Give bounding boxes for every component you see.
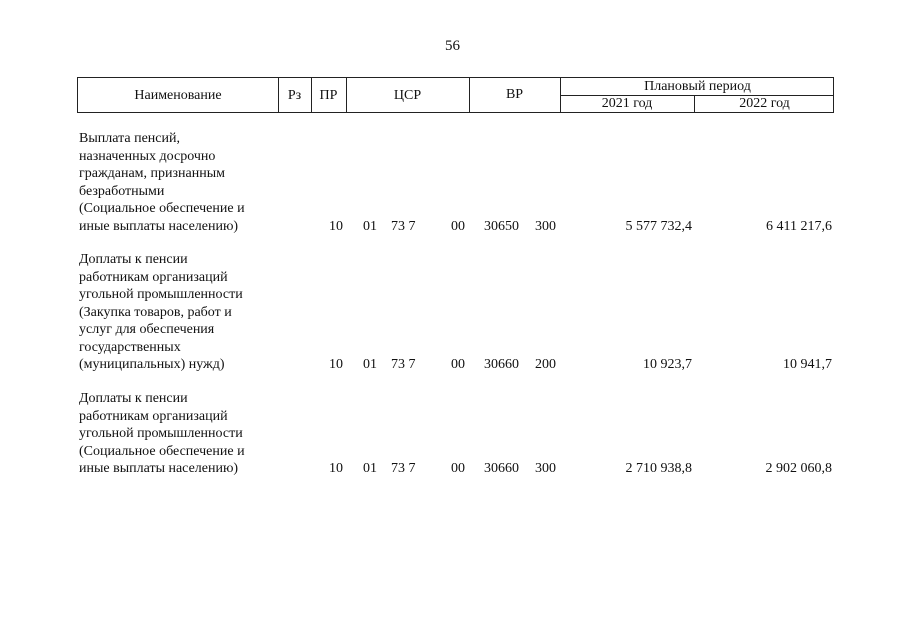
cell-csr-2: 00	[451, 219, 465, 234]
table-header	[77, 77, 834, 113]
cell-csr-3: 30660	[484, 461, 519, 476]
name-line: Выплата пенсий,	[79, 131, 180, 146]
name-line: работникам организаций	[79, 408, 228, 424]
cell-vr: 300	[535, 219, 556, 234]
header-pr: ПР	[319, 88, 338, 103]
header-year-2021: 2021 год	[601, 96, 653, 111]
cell-2021: 10 923,7	[643, 357, 692, 372]
cell-csr-2: 00	[451, 357, 465, 372]
name-line: назначенных досрочно	[79, 148, 216, 164]
header-name: Наименование	[134, 88, 222, 103]
header-rz: Рз	[287, 88, 302, 103]
name-line: безработными	[79, 183, 165, 199]
cell-pr: 01	[363, 357, 377, 372]
cell-csr-3: 30660	[484, 357, 519, 372]
name-line: услуг для обеспечения	[79, 322, 215, 337]
name-line: работникам организаций	[79, 269, 228, 285]
header-year-2022: 2022 год	[739, 96, 790, 111]
header-planning-period: Плановый период	[644, 79, 751, 94]
cell-vr: 200	[535, 357, 556, 372]
header-vr: ВР	[505, 87, 524, 102]
cell-pr: 01	[363, 461, 377, 476]
cell-2022: 6 411 217,6	[766, 219, 832, 234]
name-line: угольной промышленности	[79, 426, 243, 441]
cell-csr-2: 00	[451, 461, 465, 476]
name-line: (Социальное обеспечение и	[79, 443, 245, 459]
cell-rz: 10	[329, 461, 343, 476]
name-line: гражданам, признанным	[79, 166, 226, 181]
header-csr: ЦСР	[393, 88, 422, 103]
cell-2022: 10 941,7	[783, 357, 832, 372]
cell-rz: 10	[329, 219, 343, 234]
name-line: (Закупка товаров, работ и	[79, 304, 232, 320]
name-line: Доплаты к пенсии	[79, 252, 188, 267]
cell-2021: 2 710 938,8	[625, 461, 692, 476]
name-line: государственных	[79, 339, 181, 355]
row-name	[79, 130, 279, 235]
name-line: (муниципальных) нужд)	[79, 357, 225, 372]
name-line: Доплаты к пенсии	[79, 391, 188, 406]
cell-csr-1: 73 7	[391, 219, 416, 234]
cell-2021: 5 577 732,4	[625, 219, 692, 234]
cell-vr: 300	[535, 461, 556, 476]
name-line: иные выплаты населению)	[79, 461, 239, 476]
name-line: (Социальное обеспечение и	[79, 201, 245, 216]
name-line: иные выплаты населению)	[79, 218, 239, 234]
cell-csr-1: 73 7	[391, 357, 416, 372]
cell-csr-1: 73 7	[391, 461, 416, 476]
name-line: угольной промышленности	[79, 287, 243, 302]
cell-pr: 01	[363, 219, 377, 234]
page-number: 56	[445, 38, 460, 54]
row-name	[79, 390, 279, 478]
cell-2022: 2 902 060,8	[765, 461, 832, 476]
row-name	[79, 251, 279, 374]
cell-csr-3: 30650	[484, 219, 519, 234]
cell-rz: 10	[329, 357, 343, 372]
